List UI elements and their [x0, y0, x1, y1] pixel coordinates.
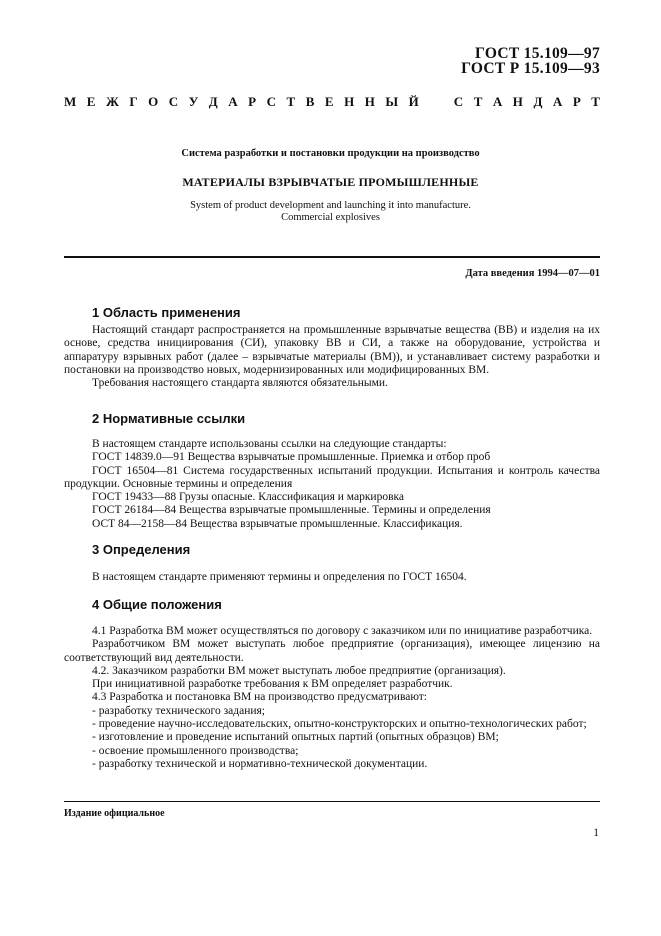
english-title-line-1: System of product development and launching it into manufacture. — [190, 200, 471, 211]
standard-code-interstate: ГОСТ 15.109—97 — [475, 45, 600, 62]
paragraph: 4.1 Разработка ВМ может осуществляться по договору с заказчиком или по инициативе разработчика. — [92, 625, 593, 637]
section-body-general — [64, 625, 600, 771]
banner-letter: О — [148, 94, 159, 109]
banner-letter: Д — [533, 94, 543, 109]
banner-letter: Т — [473, 94, 483, 109]
page-number: 1 — [593, 827, 599, 839]
banner-letter: Е — [86, 94, 96, 109]
paragraph: Требования настоящего стандарта являются обязательными. — [92, 377, 388, 390]
reference-item: ГОСТ 26184—84 Вещества взрывчатые промышленные. Термины и определения — [92, 504, 491, 517]
paragraph: При инициативной разработке требования к ВМ определяет разработчик. — [92, 678, 453, 691]
banner-letter: А — [552, 94, 563, 109]
section-body-definitions — [64, 571, 600, 584]
paragraph: Разработчиком ВМ может выступать любое предприятие (организация), имеющее лицензию на соответствующий вид деятельности. — [64, 638, 600, 664]
list-item: - разработку технической и нормативно-технической документации. — [92, 757, 428, 770]
banner-letter: С — [266, 94, 276, 109]
banner-letter: Ж — [105, 94, 119, 109]
banner-letter: Н — [364, 94, 375, 109]
banner-letter: Т — [286, 94, 296, 109]
banner-letter: Д — [208, 94, 218, 109]
list-item: - изготовление и проведение испытаний опытных партий (опытных образцов) ВМ; — [92, 731, 499, 744]
official-edition-label: Издание официальное — [64, 808, 165, 819]
paragraph: В настоящем стандарте использованы ссылки на следующие стандарты: — [92, 438, 447, 450]
banner-letter: А — [228, 94, 238, 109]
list-item: - освоение промышленного производства; — [92, 744, 299, 757]
section-heading-references: 2 Нормативные ссылки — [92, 411, 246, 426]
banner-letter: У — [188, 94, 199, 109]
banner-letter: Й — [408, 94, 419, 109]
english-title-line-2: Commercial explosives — [281, 212, 380, 223]
document-title: МАТЕРИАЛЫ ВЗРЫВЧАТЫЕ ПРОМЫШЛЕННЫЕ — [182, 175, 479, 189]
banner-letter: М — [64, 94, 77, 109]
banner-letter: В — [305, 94, 315, 109]
banner-letter: Р — [572, 94, 581, 109]
paragraph: В настоящем стандарте применяют термины и определения по ГОСТ 16504. — [92, 571, 467, 583]
paragraph: 4.3 Разработка и постановка ВМ на производство предусматривают: — [92, 691, 427, 704]
reference-item: ГОСТ 16504—81 Система государственных испытаний продукции. Испытания и контроль качества продукции. Основные термины и определения — [64, 464, 600, 490]
banner-word-gap — [429, 94, 443, 110]
footer-divider — [64, 801, 600, 802]
standards-system-name: Система разработки и постановки продукции на производство — [181, 148, 480, 159]
banner-letter: Ы — [385, 94, 399, 109]
banner-letter: Р — [248, 94, 257, 109]
reference-item: ГОСТ 19433—88 Грузы опасные. Классификация и маркировка — [92, 491, 405, 504]
banner-letter: Н — [344, 94, 355, 109]
banner-letter: С — [168, 94, 179, 109]
interstate-standard-banner — [64, 94, 600, 110]
paragraph: 4.2. Заказчиком разработки ВМ может выступать любое предприятие (организация). — [92, 664, 506, 677]
banner-letter: С — [453, 94, 464, 109]
reference-item: ГОСТ 14839.0—91 Вещества взрывчатые промышленные. Приемка и отбор проб — [92, 451, 491, 464]
list-item: - разработку технического задания; — [92, 704, 265, 717]
english-title — [0, 200, 661, 224]
standard-code-national: ГОСТ Р 15.109—93 — [461, 60, 600, 77]
section-heading-general: 4 Общие положения — [92, 597, 222, 612]
introduction-date: Дата введения 1994—07—01 — [465, 268, 600, 279]
section-body-references — [64, 438, 600, 531]
banner-letter: А — [492, 94, 503, 109]
banner-letter: Г — [129, 94, 138, 109]
section-heading-scope: 1 Область применения — [92, 305, 241, 320]
reference-item: ОСТ 84—2158—84 Вещества взрывчатые промышленные. Классификация. — [92, 517, 463, 530]
banner-letter: Н — [512, 94, 523, 109]
banner-letter: Е — [324, 94, 334, 109]
banner-letter: Т — [591, 94, 600, 109]
paragraph: Настоящий стандарт распространяется на промышленные взрывчатые вещества (ВВ) и изделия на их основе, средства инициирования (СИ), упаковку ВВ и СИ, а также на оборудование, устройства и аппаратуру взрывных работ (далее – взрывчатые материалы (ВМ)), и устанавливает систему разработки и постановки на производство новых, модернизированных или модифицированных ВМ. — [64, 324, 600, 376]
section-heading-definitions: 3 Определения — [92, 542, 191, 557]
list-item: - проведение научно-исследовательских, опытно-конструкторских и опытно-технологических работ; — [92, 718, 587, 731]
standard-codes — [461, 46, 600, 76]
section-body-scope — [64, 324, 600, 390]
header-divider — [64, 256, 600, 258]
